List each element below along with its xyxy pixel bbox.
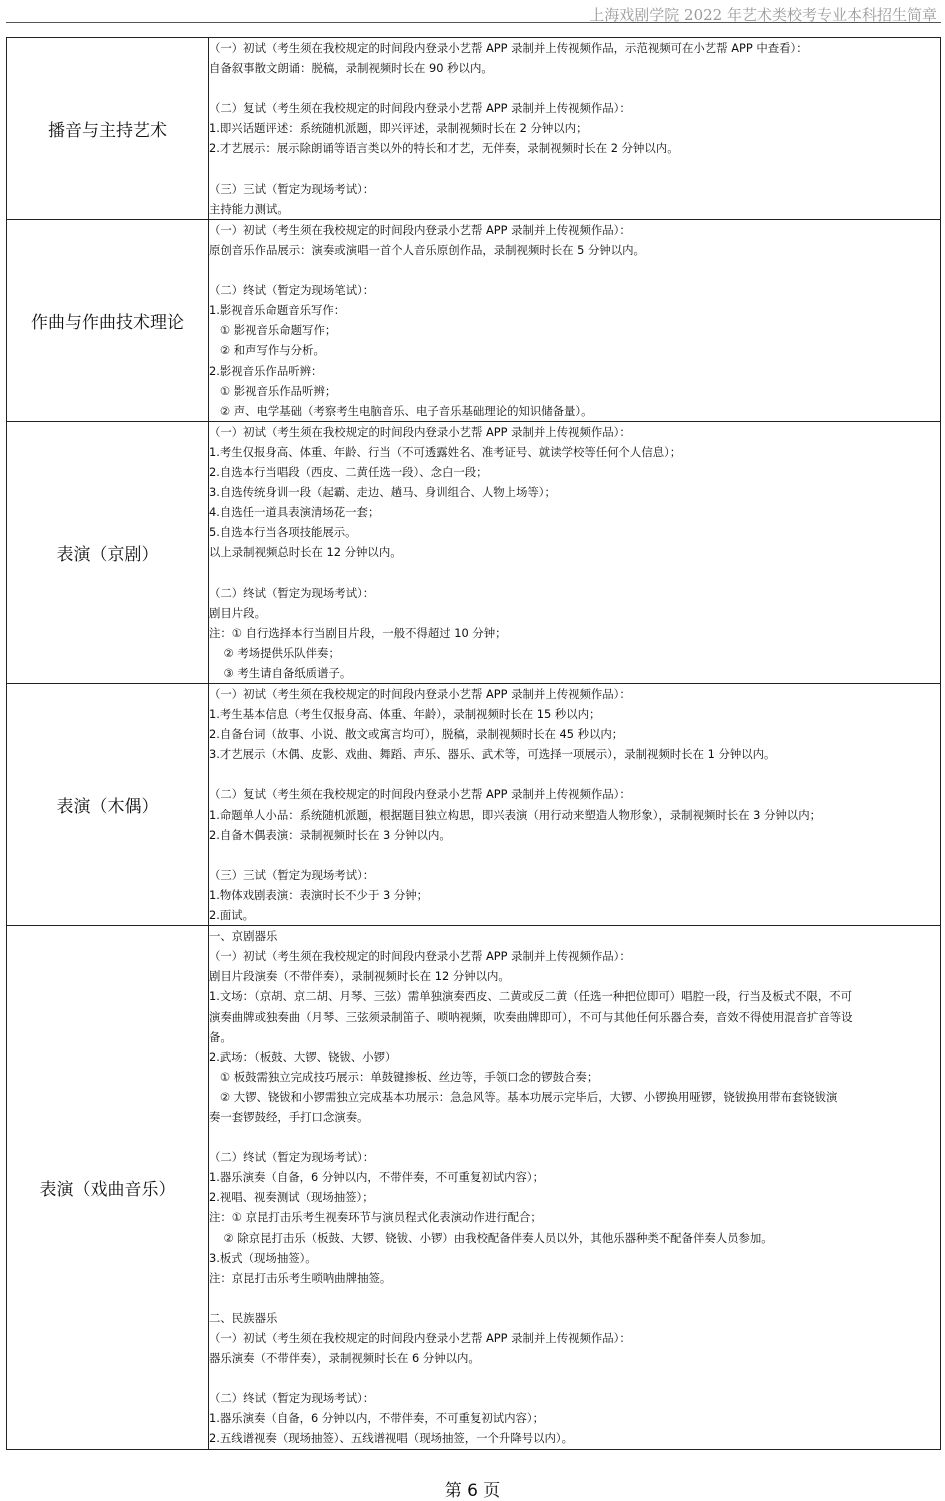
major-name-cell [7,926,209,1449]
requirement-line: （一）初试（考生须在我校规定的时间段内登录小艺帮 APP 录制并上传视频作品）： [209,949,631,964]
requirement-line: （一）初试（考生须在我校规定的时间段内登录小艺帮 APP 录制并上传视频作品）： [209,687,631,701]
requirement-line: 3.自选传统身训一段（起霸、走边、趟马、身训组合、人物上场等）； [209,485,556,500]
spacer [209,562,940,582]
requirement-line: 注：① 自行选择本行当剧目片段，一般不得超过 10 分钟； [209,625,507,640]
requirement-line: 剧目片段演奏（不带伴奏），录制视频时长在 12 分钟以内。 [209,969,510,984]
major-name: 作曲与作曲技术理论 [31,312,184,333]
requirement-line: 4.自选任一道具表演清场花一套； [209,505,380,520]
requirement-line: （一）初试（考生须在我校规定的时间段内登录小艺帮 APP 录制并上传视频作品）： [209,222,631,237]
requirement-line: （一）初试（考生须在我校规定的时间段内登录小艺帮 APP 录制并上传视频作品，示范视频可在小艺帮 APP 中查看）： [209,41,808,55]
header-rule [6,22,941,23]
spacer [209,1368,940,1388]
requirement-line: （二）复试（考生须在我校规定的时间段内登录小艺帮 APP 录制并上传视频作品）： [209,101,631,116]
page-header: 上海戏剧学院 2022 年艺术类校考专业本科招生简章 [589,6,937,24]
requirement-line: 2.影视音乐作品听辨： [209,363,323,378]
major-name: 表演（戏曲音乐） [39,1179,176,1200]
requirement-line: ② 声、电学基础（考察考生电脑音乐、电子音乐基础理论的知识储备量）。 [209,403,593,418]
requirement-line: 1.器乐演奏（自备，6 分钟以内，不带伴奏，不可重复初试内容）； [209,1411,544,1426]
table-row [7,684,941,926]
requirement-line: ② 大锣、铙钹和小锣需独立完成基本功展示：急急风等。基本功展示完毕后，大锣、小锣换用哑锣，铙钹换用带布套铙钹演 [209,1089,838,1104]
requirement-line: 2.面试。 [209,908,255,923]
admission-requirements-table [6,37,941,1450]
requirement-line: 2.自备木偶表演：录制视频时长在 3 分钟以内。 [209,827,451,842]
requirement-line: 1.命题单人小品：系统随机派题，根据题目独立构思，即兴表演（用行动来塑造人物形象），录制视频时长在 3 分钟以内； [209,807,821,822]
table-row [7,38,941,220]
major-name: 表演（木偶） [56,797,159,818]
requirement-line: 2.才艺展示：展示除朗诵等语言类以外的特长和才艺，无伴奏，录制视频时长在 2 分钟以内。 [209,141,679,156]
requirement-line: 2.自选本行当唱段（西皮、二黄任选一段）、念白一段； [209,464,488,479]
requirements-cell [209,38,941,220]
requirement-line: 剧目片段。 [209,605,266,620]
requirement-line: 1.考生基本信息（考生仅报身高、体重、年龄），录制视频时长在 15 秒以内； [209,707,601,722]
requirement-line: 演奏曲牌或独奏曲（月琴、三弦须录制笛子、唢呐视频，吹奏曲牌即可），不可与其他任何乐器合奏，音效不得使用混音扩音等设 [209,1009,853,1024]
major-name-cell [7,38,209,220]
requirement-line: ① 影视音乐命题写作； [209,323,337,338]
spacer [209,78,940,98]
requirements-cell [209,926,941,1449]
requirement-line: 3.板式（现场抽签）。 [209,1250,317,1265]
requirement-line: 原创音乐作品展示：演奏或演唱一首个人音乐原创作品，录制视频时长在 5 分钟以内。 [209,242,645,257]
requirement-line: ② 和声写作与分析。 [209,343,325,358]
requirement-line: （二）终试（暂定为现场笔试）： [209,283,375,298]
major-name-cell [7,684,209,926]
table-row [7,219,941,421]
major-name: 表演（京剧） [56,544,159,565]
spacer [209,845,940,865]
major-name-cell [7,421,209,683]
requirement-line: 器乐演奏（不带伴奏），录制视频时长在 6 分钟以内。 [209,1351,480,1366]
table-row [7,421,941,683]
spacer [209,1288,940,1308]
requirement-line: 注：① 京昆打击乐考生视奏环节与演员程式化表演动作进行配合； [209,1210,542,1225]
requirement-line: 二、民族器乐 [209,1310,278,1325]
requirement-line: 1.器乐演奏（自备，6 分钟以内，不带伴奏，不可重复初试内容）； [209,1170,544,1185]
requirement-line: 1.考生仅报身高、体重、年龄、行当（不可透露姓名、准考证号、就读学校等任何个人信息）； [209,444,682,459]
requirement-line: 以上录制视频总时长在 12 分钟以内。 [209,545,402,560]
requirement-line: 1.文场：（京胡、京二胡、月琴、三弦）需单独演奏西皮、二黄或反二黄（任选一种把位即可）唱腔一段，行当及板式不限，不可 [209,989,853,1004]
requirement-line: 自备叙事散文朗诵：脱稿，录制视频时长在 90 秒以内。 [209,61,493,76]
requirement-line: ① 影视音乐作品听辨； [209,383,337,398]
requirement-line: 一、京剧器乐 [209,929,278,944]
requirement-line: ③ 考生请自备纸质谱子。 [209,665,352,680]
requirement-line: 1.影视音乐命题音乐写作： [209,303,346,318]
spacer [209,260,940,280]
requirement-line: 2.五线谱视奏（现场抽签）、五线谱视唱（现场抽签，一个升降号以内）。 [209,1431,573,1446]
requirement-line: （二）终试（暂定为现场考试）： [209,585,375,600]
requirement-line: 5.自选本行当各项技能展示。 [209,525,357,540]
spacer [209,764,940,784]
requirement-line: （二）终试（暂定为现场考试）： [209,1391,375,1406]
requirement-line: 1.物体戏剧表演：表演时长不少于 3 分钟； [209,887,428,902]
requirements-cell [209,421,941,683]
major-name: 播音与主持艺术 [48,120,167,141]
requirement-line: 1.即兴话题评述：系统随机派题，即兴评述，录制视频时长在 2 分钟以内； [209,121,588,136]
requirement-line: 2.自备台词（故事、小说、散文或寓言均可），脱稿，录制视频时长在 45 秒以内； [209,727,624,742]
requirement-line: （三）三试（暂定为现场考试）： [209,867,375,882]
requirement-line: ② 考场提供乐队伴奏； [209,645,340,660]
spacer [209,1127,940,1147]
requirement-line: （二）终试（暂定为现场考试）： [209,1150,375,1165]
requirement-line: ② 除京昆打击乐（板鼓、大锣、铙钹、小锣）由我校配备伴奏人员以外，其他乐器种类不配备伴奏人员参加。 [209,1230,773,1245]
requirements-cell [209,684,941,926]
requirement-line: （一）初试（考生须在我校规定的时间段内登录小艺帮 APP 录制并上传视频作品）： [209,424,631,439]
requirement-line: 2.视唱、视奏测试（现场抽签）； [209,1190,374,1205]
spacer [209,159,940,179]
requirement-line: （二）复试（考生须在我校规定的时间段内登录小艺帮 APP 录制并上传视频作品）： [209,787,631,802]
requirement-line: 奏一套锣鼓经，手打口念演奏。 [209,1109,369,1124]
requirement-line: 备。 [209,1029,232,1044]
major-name-cell [7,219,209,421]
requirement-line: 主持能力测试。 [209,201,289,216]
requirement-line: （三）三试（暂定为现场考试）： [209,181,375,196]
requirement-line: （一）初试（考生须在我校规定的时间段内登录小艺帮 APP 录制并上传视频作品）： [209,1331,631,1345]
requirements-cell [209,219,941,421]
requirement-line: 注：京昆打击乐考生唢呐曲牌抽签。 [209,1270,392,1285]
requirement-line: 2.武场：（板鼓、大锣、铙钹、小锣） [209,1049,397,1064]
requirement-line: ① 板鼓需独立完成技巧展示：单鼓键掺板、丝边等，手领口念的锣鼓合奏； [209,1069,599,1084]
page-number: 第 6 页 [444,1481,501,1501]
requirement-line: 3.才艺展示（木偶、皮影、戏曲、舞蹈、声乐、器乐、武术等，可选择一项展示），录制视频时长在 1 分钟以内。 [209,747,776,762]
table-row [7,926,941,1449]
